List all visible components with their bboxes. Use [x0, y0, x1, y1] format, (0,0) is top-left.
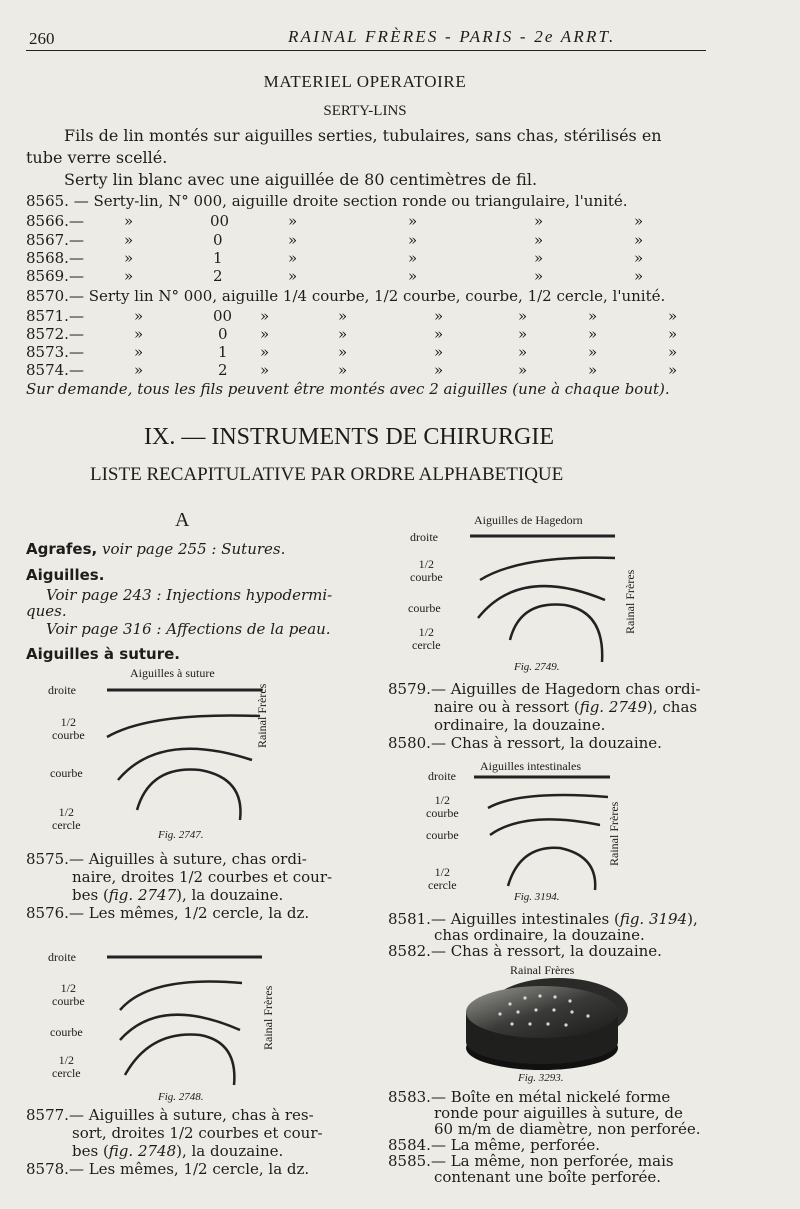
needle-label: courbe — [50, 766, 83, 780]
needle-label: 1/2 cercle — [428, 865, 457, 892]
needle-label: 1/2 courbe — [52, 981, 85, 1008]
item-8577: 8577.— Aiguilles à suture, chas à res- — [26, 1106, 314, 1124]
box-lid — [466, 986, 618, 1038]
chapter-title: IX. — INSTRUMENTS DE CHIRURGIE — [144, 424, 554, 450]
figure-caption: Fig. 2747. — [158, 829, 204, 841]
needle-label: droite — [428, 769, 456, 783]
item-8582: 8582.— Chas à ressort, la douzaine. — [388, 942, 662, 960]
chapter-subtitle: LISTE RECAPITULATIVE PAR ORDRE ALPHABETIQUE — [90, 464, 564, 485]
item-8579-cont: ordinaire, la douzaine. — [434, 716, 606, 734]
needle-label: 1/2 cercle — [412, 625, 441, 652]
item-8570: 8570.— Serty lin N° 000, aiguille 1/4 courbe, 1/2 courbe, courbe, 1/2 cercle, l'unité. — [26, 287, 666, 305]
needle-label: 1/2 cercle — [52, 1053, 81, 1080]
maker-mark: Rainal Frères — [623, 569, 637, 634]
item-8585: 8585.— La même, non perforée, mais — [388, 1152, 674, 1170]
entry-aiguilles-suture: Aiguilles à suture. — [26, 645, 180, 663]
figure-title: Aiguilles à suture — [130, 666, 215, 680]
ref-line: ques. — [26, 602, 67, 620]
item-8583-cont: ronde pour aiguilles à suture, de — [434, 1104, 683, 1122]
intro-line: tube verre scellé. — [26, 148, 168, 167]
item-8565: 8565. — Serty-lin, N° 000, aiguille droite section ronde ou triangulaire, l'unité. — [26, 192, 628, 210]
item-8583-cont: 60 m/m de diamètre, non perforée. — [434, 1120, 701, 1138]
ref-line: Voir page 316 : Affections de la peau. — [46, 620, 331, 638]
item-8584: 8584.— La même, perforée. — [388, 1136, 601, 1154]
figure-caption: Fig. 2748. — [158, 1091, 204, 1103]
running-title: RAINAL FRÈRES - PARIS - 2e ARRT. — [288, 27, 616, 46]
needle-label: courbe — [50, 1025, 83, 1039]
figure-caption: Fig. 3194. — [514, 891, 560, 903]
item-8575-cont: naire, droites 1/2 courbes et cour- — [72, 868, 333, 886]
needle-label: droite — [48, 950, 76, 964]
maker-mark: Rainal Frères — [261, 985, 275, 1050]
alpha-letter: A — [175, 509, 190, 531]
item-8580: 8580.— Chas à ressort, la douzaine. — [388, 734, 662, 752]
needle-label: droite — [48, 683, 76, 697]
intro-line: Fils de lin montés sur aiguilles serties, tubulaires, sans chas, stérilisés en — [64, 126, 662, 145]
needle-label: 1/2 cercle — [52, 805, 81, 832]
item-8575: 8575.— Aiguilles à suture, chas ordi- — [26, 850, 307, 868]
catalog-page: 260 RAINAL FRÈRES - PARIS - 2e ARRT. MATERIEL OPERATOIRE SERTY-LINS Fils de lin montés sur aiguilles serties, tubulaires, sans chas, stérilisés en tube verre scellé. Serty lin blanc avec une aiguillée de 80 centimètres de fil. 8565. — Serty-lin, N° 000, aiguille droite section ronde ou triangulaire, l'unité. 8566.— » 00 » » » » 8567.— » 0 » » » » 8568.— » 1 » » » » 8569.— » 2 » » » » 8570.— Serty lin N° 000, aiguille 1/4 courbe, 1/2 courbe, courbe, 1/2 cercle, l'unité. 8571.— » 00 » » » » » » 8572.— » 0 » » » » » » 8573.— » 1 » » » » » » 8574.— » 2 » » » » » » Sur demande, tous les fils peuvent être montés avec 2 aiguilles (une à chaque bout). IX. — INSTRUMENTS DE CHIRURGIE LISTE RECAPITULATIVE PAR ORDRE ALPHABETIQUE A Agrafes, voir page 255 : Sutures. Aiguilles. Voir page 243 : Injections hypodermi- ques. Voir page 316 : Affections de la peau. Aiguilles à suture. Aiguilles à suture droite 1/2 courbe courbe 1/2 cercle Rainal Frères Fig. 2747. 8575.— Aiguilles à suture, chas ordi- naire, droites 1/2 courbes et cour- bes (fig. 2747), la douzaine. 8576.— Les mêmes, 1/2 cercle, la dz. droite 1/2 courbe courbe 1/2 cercle Rainal Frères Fig. 2748. 8577.— Aiguilles à suture, chas à res- sort, droites 1/2 courbes et cour- bes (fig. 2748), la douzaine. 8578.— Les mêmes, 1/2 cercle, la dz. Aiguilles de Hagedorn droite 1/2 courbe courbe 1/2 cercle Rainal Frères Fig. 2749. 8579.— Aiguilles de Hagedorn chas ordi- naire ou à ressort (fig. 2749), chas ordinaire, la douzaine. 8580.— Chas à ressort, la douzaine. Aiguilles intestinales droite 1/2 courbe courbe 1/2 cercle Rainal Frères Fig. 3194. 8581.— Aiguilles intestinales (fig. 3194), chas ordinaire, la douzaine. 8582.— Chas à ressort, la douzaine. Rainal Frères Fig. 3293. 8583.— Boîte en métal nickelé forme ronde pour aiguilles à suture, de 60 m/m de diamètre, non perforée. 8584.— La même, perforée. 8585.— La même, non perforée, mais contenant une boîte perforée. — [0, 0, 800, 1209]
item-8575-cont: bes (fig. 2747), la douzaine. — [72, 886, 284, 904]
note-two-needles: Sur demande, tous les fils peuvent être montés avec 2 aiguilles (une à chaque bout). — [26, 380, 670, 398]
item-8583: 8583.— Boîte en métal nickelé forme — [388, 1088, 671, 1106]
item-8581: 8581.— Aiguilles intestinales (fig. 3194), — [388, 910, 698, 928]
section-subtitle: SERTY-LINS — [323, 103, 407, 119]
figure-title: Aiguilles de Hagedorn — [474, 513, 583, 527]
entry-aiguilles: Aiguilles. — [26, 566, 105, 584]
item-8585-cont: contenant une boîte perforée. — [434, 1168, 662, 1186]
item-8577-cont: sort, droites 1/2 courbes et cour- — [72, 1124, 323, 1142]
item-8579: 8579.— Aiguilles de Hagedorn chas ordi- — [388, 680, 701, 698]
needle-label: 1/2 courbe — [410, 557, 443, 584]
needle-label: courbe — [426, 828, 459, 842]
figure-caption: Fig. 2749. — [514, 661, 560, 673]
needle-label: courbe — [408, 601, 441, 615]
maker-mark: Rainal Frères — [255, 683, 269, 748]
figure-title: Aiguilles intestinales — [480, 759, 581, 773]
figure-maker-label: Rainal Frères — [510, 963, 575, 977]
section-title: MATERIEL OPERATOIRE — [263, 72, 467, 91]
item-8577-cont: bes (fig. 2748), la douzaine. — [72, 1142, 284, 1160]
item-8576: 8576.— Les mêmes, 1/2 cercle, la dz. — [26, 904, 310, 922]
needle-label: droite — [410, 530, 438, 544]
intro-line: Serty lin blanc avec une aiguillée de 80 centimètres de fil. — [64, 170, 538, 189]
maker-mark: Rainal Frères — [607, 801, 621, 866]
item-8578: 8578.— Les mêmes, 1/2 cercle, la dz. — [26, 1160, 310, 1178]
item-8581-cont: chas ordinaire, la douzaine. — [434, 926, 645, 944]
needle-label: 1/2 courbe — [52, 715, 85, 742]
page-number: 260 — [29, 29, 55, 48]
item-8579-cont: naire ou à ressort (fig. 2749), chas — [434, 698, 698, 716]
entry-agrafes: Agrafes, voir page 255 : Sutures. — [26, 540, 286, 558]
figure-caption: Fig. 3293. — [518, 1072, 564, 1084]
needle-label: 1/2 courbe — [426, 793, 459, 820]
ref-line: Voir page 243 : Injections hypodermi- — [46, 586, 333, 604]
